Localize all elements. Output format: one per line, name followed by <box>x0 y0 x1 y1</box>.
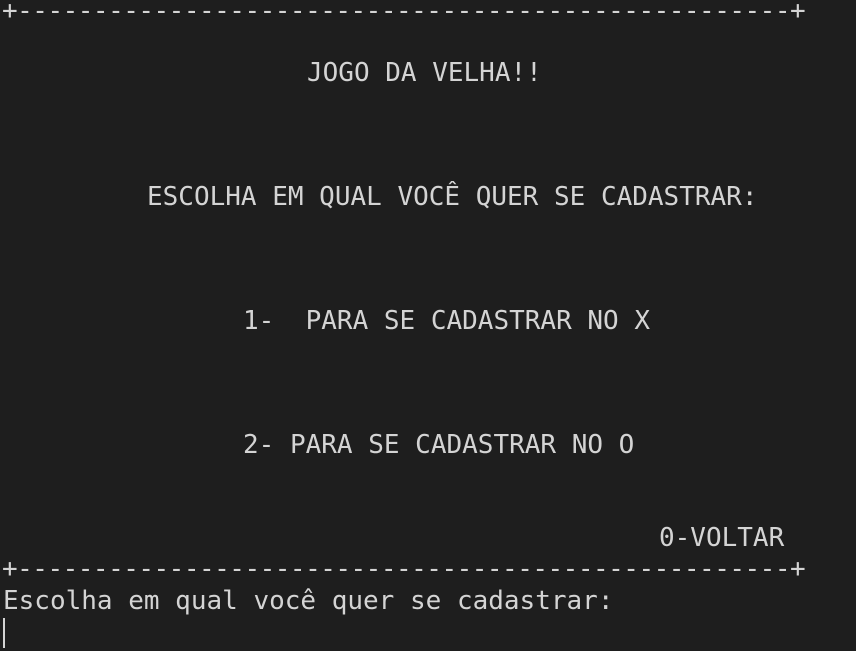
menu-heading: ESCOLHA EM QUAL VOCÊ QUER SE CADASTRAR: <box>147 182 758 212</box>
menu-border-top: +---------------------------------------------------+ <box>2 0 806 26</box>
option-back: 0-VOLTAR <box>659 523 785 553</box>
game-title: JOGO DA VELHA!! <box>307 58 542 88</box>
input-prompt: Escolha em qual você quer se cadastrar: <box>3 586 614 616</box>
option-register-o: 2- PARA SE CADASTRAR NO O <box>243 430 635 460</box>
option-register-x: 1- PARA SE CADASTRAR NO X <box>243 306 650 336</box>
menu-border-bottom: +---------------------------------------------------+ <box>2 554 806 584</box>
text-cursor[interactable] <box>3 618 5 648</box>
